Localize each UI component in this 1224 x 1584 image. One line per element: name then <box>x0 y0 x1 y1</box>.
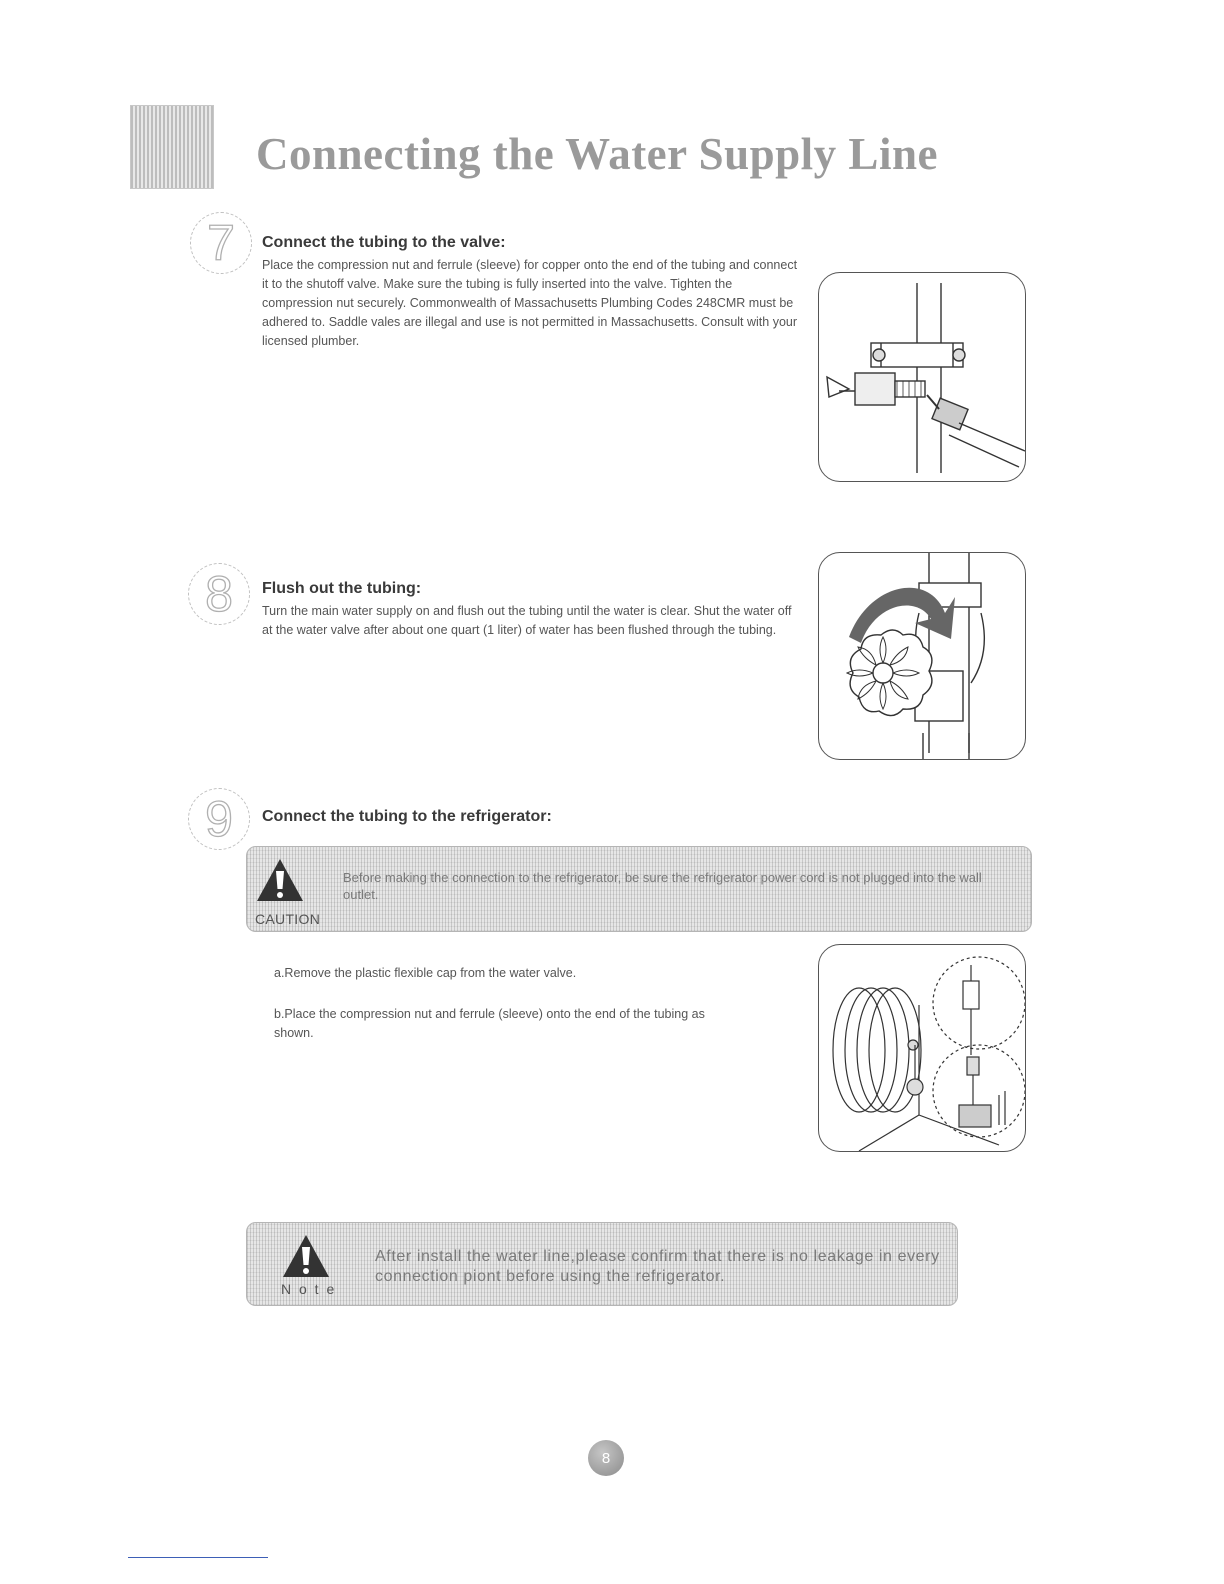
flush-valve-illustration <box>818 552 1026 760</box>
caution-bar <box>246 846 1032 932</box>
step-9-title: Connect the tubing to the refrigerator: <box>262 808 552 825</box>
page-number: 8 <box>588 1440 624 1476</box>
warning-triangle-icon <box>281 1233 331 1279</box>
step-7-badge: 7 <box>190 212 252 274</box>
note-bar <box>246 1222 958 1306</box>
caution-text: Before making the connection to the refrigerator, be sure the refrigerator power cord is not plugged into the wall outlet. <box>343 870 982 902</box>
footer-rule <box>128 1557 268 1558</box>
flush-valve-drawing <box>819 553 1025 759</box>
title-decoration-block <box>130 105 214 189</box>
page-title: Connecting the Water Supply Line <box>256 129 938 179</box>
step-9-badge: 9 <box>188 788 250 850</box>
step-9-substep-a: a.Remove the plastic flexible cap from the water valve. <box>274 966 577 980</box>
valve-connection-illustration <box>818 272 1026 482</box>
step-7-body: Place the compression nut and ferrule (sleeve) for copper onto the end of the tubing and connect it to the shutoff valve. Make sure the tubing is fully inserted into the valve. Tighten the compression nut securely. Commonwealth of Massachusetts Plumbing Codes 248CMR must be adhered to. Saddle vales are illegal and use is not permitted in Massachusetts. Consult with your licensed plumber. <box>262 258 798 348</box>
refrigerator-connection-drawing <box>819 945 1025 1151</box>
warning-triangle-icon <box>255 857 305 903</box>
step-8-body: Turn the main water supply on and flush out the tubing until the water is clear. Shut the water off at the water valve after about one quart (1 liter) of water has been flushed through the tubing. <box>262 604 792 637</box>
valve-connection-drawing <box>819 273 1025 481</box>
note-label: N o t e <box>281 1281 337 1297</box>
step-8-badge: 8 <box>188 563 250 625</box>
step-7-title: Connect the tubing to the valve: <box>262 234 506 251</box>
note-text: After install the water line,please confirm that there is no leakage in every connection piont before using the refrigerator. <box>375 1248 940 1285</box>
refrigerator-connection-illustration <box>818 944 1026 1152</box>
caution-label: CAUTION <box>255 911 321 927</box>
step-8-title: Flush out the tubing: <box>262 580 422 597</box>
step-9-substep-b: b.Place the compression nut and ferrule (sleeve) onto the end of the tubing as shown. <box>274 1007 705 1040</box>
